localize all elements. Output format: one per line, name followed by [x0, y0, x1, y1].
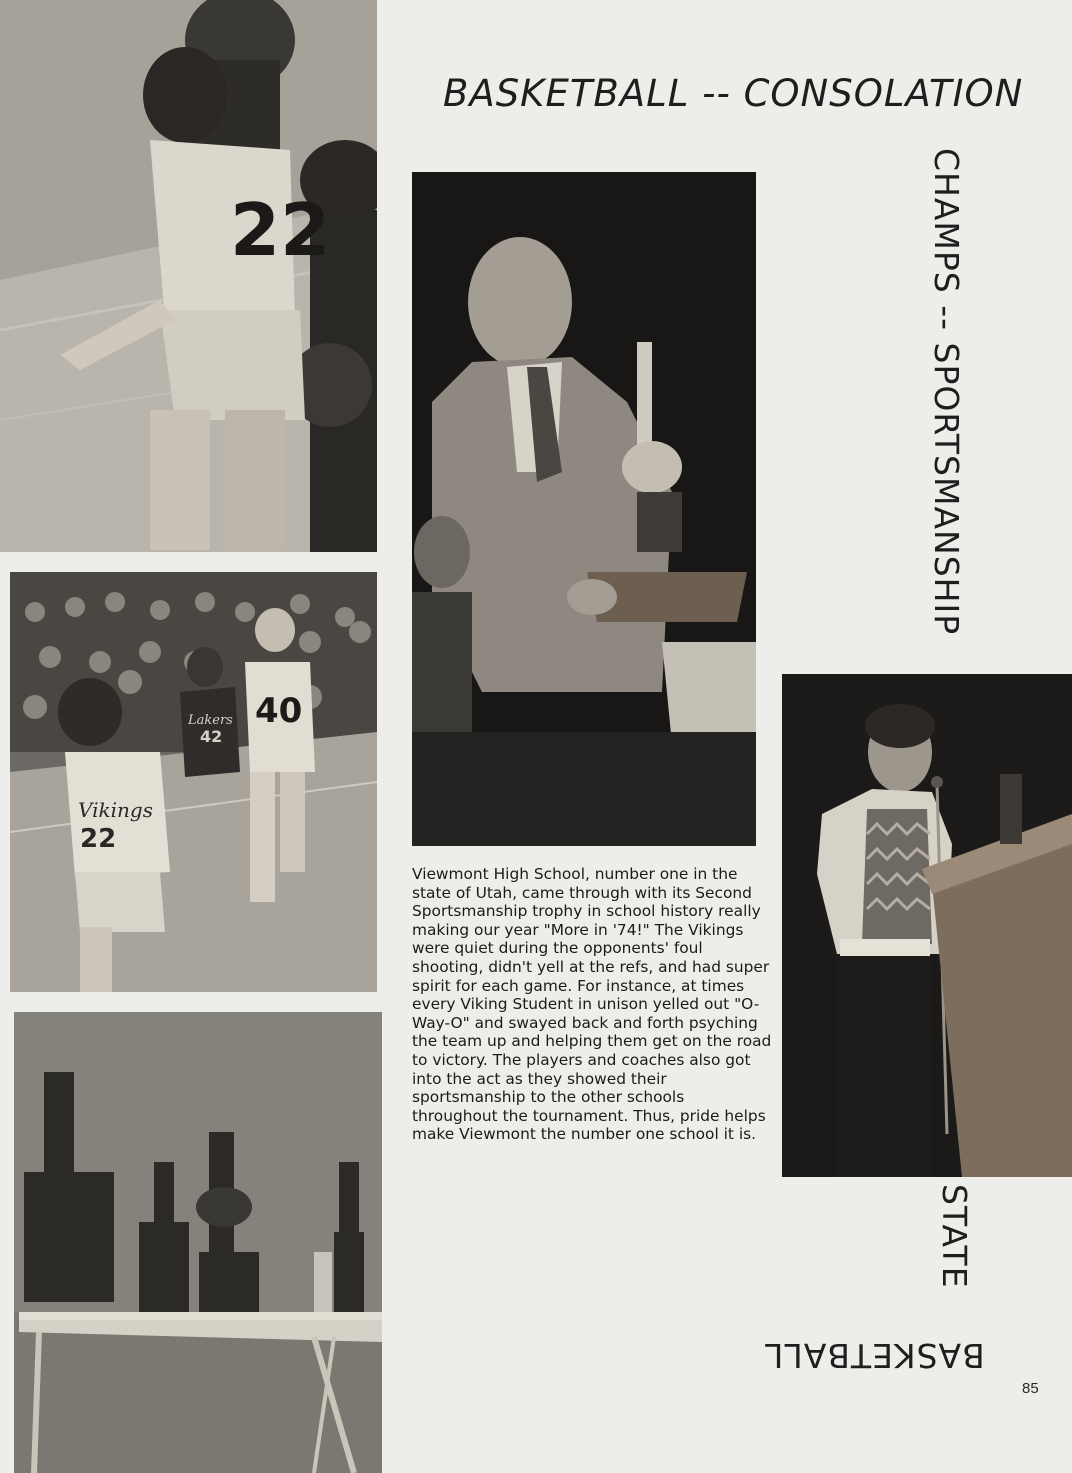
- jersey-number-40: 40: [255, 691, 303, 731]
- jersey-lettering-vikings: Vikings: [78, 798, 153, 822]
- photo-game-action: [10, 572, 377, 992]
- jersey-lettering-lakers: Lakers: [188, 713, 233, 728]
- jersey-number-42: 42: [200, 727, 223, 746]
- vertical-headline-state: STATE: [935, 1184, 974, 1289]
- photo-speaker: [782, 674, 1072, 1177]
- jersey-number-22: 22: [230, 188, 331, 272]
- vertical-headline-champs: CHAMPS -- SPORTSMANSHIP: [927, 148, 966, 636]
- page-number: 85: [1022, 1380, 1039, 1397]
- page-headline: BASKETBALL -- CONSOLATION: [443, 72, 1024, 115]
- body-paragraph: Viewmont High School, number one in the state of Utah, came through with its Second Sportsmanship trophy in school history really making our year "More in '74!" The Vikings were quiet during the opponents' foul shooting, didn't yell at the refs, and had super spirit for each game. For instance, at times every Viking Student in unison yelled out "O-Way-O" and swayed back and forth psyching the team up and helping them get on the road to victory. The players and coaches also got into the act as they showed their sportsmanship to the other schools throughout the tournament. Thus, pride helps make Viewmont the number one school it is.: [412, 865, 772, 1144]
- photo-player-22: [0, 0, 377, 552]
- photo-trophies: [14, 1012, 382, 1473]
- vertical-headline-basketball: BASKETBALL: [764, 1336, 985, 1375]
- photo-coach: [412, 172, 756, 846]
- jersey-number-22-vikings: 22: [80, 824, 117, 854]
